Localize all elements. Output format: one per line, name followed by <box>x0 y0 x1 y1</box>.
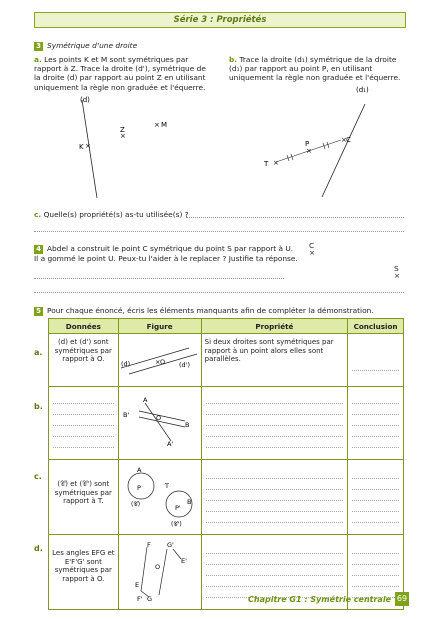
label-p: P <box>305 140 310 148</box>
figure-3a <box>34 90 214 205</box>
exercise-3a-text <box>34 55 214 92</box>
label-a: A <box>142 396 148 404</box>
cell-conclusion <box>348 387 404 460</box>
header-conclusion: Conclusion <box>348 319 404 334</box>
exercise-3b-text <box>229 55 405 83</box>
exercise-4-text <box>34 244 334 263</box>
label-b: B <box>186 498 192 506</box>
figure-c <box>119 460 201 530</box>
answer-line[interactable] <box>53 426 114 437</box>
answer-line[interactable] <box>34 292 404 293</box>
answer-line[interactable] <box>206 501 343 512</box>
table-header-row <box>49 319 404 334</box>
exercise-3b-label: b. <box>229 55 238 64</box>
donnees-text: Les angles EFG et E'F'G' sont symétriques par rapport à O. <box>52 549 115 583</box>
answer-line[interactable] <box>206 490 343 501</box>
point-c <box>309 242 315 256</box>
point-z-mark: × <box>120 132 126 140</box>
line-d1 <box>322 104 365 197</box>
label-pp: P' <box>174 504 181 512</box>
label-d: (d) <box>120 360 130 368</box>
series-header: Série 3 : Propriétés <box>34 12 406 28</box>
cell-figure <box>118 387 201 460</box>
figure-b <box>119 387 201 455</box>
header-donnees: Données <box>49 319 119 334</box>
exercise-4-line1: Abdel a construit le point C symétrique du point S par rapport à U. <box>47 244 294 253</box>
point-o-mark: × <box>154 358 161 366</box>
answer-line[interactable] <box>206 426 343 437</box>
label-cp: (𝒞') <box>170 521 182 528</box>
answer-line[interactable] <box>206 393 343 404</box>
exercise-3-number: 3 <box>34 42 43 51</box>
label-bp: B' <box>122 411 129 419</box>
donnees-text: (d) et (d') sont symétriques par rapport à O. <box>54 338 112 364</box>
exercise-4-number: 4 <box>34 245 43 254</box>
answer-line[interactable] <box>206 404 343 415</box>
label-e: E <box>134 581 139 589</box>
label-p: P <box>136 484 141 492</box>
label-a: A <box>136 466 142 474</box>
answer-line[interactable] <box>352 404 399 415</box>
exercise-3c-label: c. <box>34 210 42 219</box>
row-b-label: b. <box>34 402 43 411</box>
point-m-mark: × <box>154 121 160 129</box>
cell-conclusion <box>348 334 404 387</box>
answer-line[interactable] <box>206 543 343 554</box>
answer-line[interactable] <box>206 479 343 490</box>
cell-figure <box>118 334 201 387</box>
exercise-3-title: Symétrique d’une droite <box>47 41 138 50</box>
label-dp: (d') <box>178 361 190 369</box>
header-figure: Figure <box>118 319 201 334</box>
answer-line[interactable] <box>352 360 399 371</box>
exercise-5-heading <box>34 306 374 316</box>
answer-line[interactable] <box>352 554 399 565</box>
answer-line[interactable] <box>352 576 399 587</box>
answer-line[interactable] <box>206 576 343 587</box>
cell-propriete <box>201 387 347 460</box>
point-s-mark: × <box>394 271 401 280</box>
cell-donnees <box>49 460 119 535</box>
answer-line[interactable] <box>34 278 284 279</box>
figure-d <box>119 535 201 605</box>
table-row <box>49 460 404 535</box>
label-ap: A' <box>166 440 173 448</box>
row-a-label: a. <box>34 348 43 357</box>
answer-line[interactable] <box>352 501 399 512</box>
exercise-3c-question: Quelle(s) propriété(s) as-tu utilisée(s) ? <box>43 210 189 219</box>
exercise-3c-text <box>34 210 189 219</box>
cell-figure <box>118 535 201 610</box>
cell-propriete <box>201 460 347 535</box>
cell-donnees <box>49 535 119 610</box>
answer-line[interactable] <box>53 404 114 415</box>
exercise-3b-statement: Trace la droite (d₁) symétrique de la droite (d₁) par rapport au point P, en utilisant uniquement la règle non graduée et l'équerre. <box>229 55 401 83</box>
label-c: (𝒞) <box>130 501 140 508</box>
demonstration-table <box>48 318 404 610</box>
answer-line[interactable] <box>352 393 399 404</box>
exercise-3a-statement: Les points K et M sont symétriques par rapport à Z. Trace la droite (d'), symétrique de la droite (d) par rapport au point Z en utilisant uniquement la règle non graduée et l'équerre. <box>34 55 206 92</box>
cell-conclusion <box>348 460 404 535</box>
answer-line[interactable] <box>53 415 114 426</box>
answer-line[interactable] <box>352 512 399 523</box>
answer-line[interactable] <box>186 217 404 218</box>
label-b: B <box>184 421 190 429</box>
table-row <box>49 334 404 387</box>
page-number: 69 <box>395 592 409 606</box>
answer-line[interactable] <box>206 437 343 448</box>
answer-line[interactable] <box>206 415 343 426</box>
figure-3b <box>229 80 405 205</box>
answer-line[interactable] <box>53 393 114 404</box>
exercise-4-line2: Il a gommé le point U. Peux-tu l'aider à le replacer ? Justifie ta réponse. <box>34 253 298 263</box>
answer-line[interactable] <box>206 554 343 565</box>
answer-line[interactable] <box>53 437 114 448</box>
cell-donnees <box>49 334 119 387</box>
answer-line[interactable] <box>352 426 399 437</box>
label-f: F <box>146 541 151 549</box>
label-m: M <box>161 121 168 129</box>
chapter-footer: Chapitre G1 : Symétrie centrale <box>248 595 391 604</box>
label-d1: (d₁) <box>356 86 369 94</box>
donnees-text: (𝒞) et (𝒞') sont symétriques par rapport à T. <box>54 480 112 506</box>
label-c: C <box>309 241 315 250</box>
label-g: G <box>146 595 152 603</box>
point-t-mark: × <box>273 159 279 167</box>
answer-line[interactable] <box>352 415 399 426</box>
figure-a <box>119 334 201 382</box>
exercise-5-instructions: Pour chaque énoncé, écris les éléments manquants afin de compléter la démonstration. <box>47 306 374 315</box>
label-o: O <box>155 414 161 422</box>
label-z: Z <box>120 126 125 134</box>
answer-line[interactable] <box>352 479 399 490</box>
answer-line[interactable] <box>206 512 343 523</box>
label-o: O <box>159 358 165 366</box>
propriete-text: Si deux droites sont symétriques par rapport à un point alors elles sont parallèles. <box>204 338 334 364</box>
exercise-3a-label: a. <box>34 55 42 64</box>
label-c: C <box>346 136 351 144</box>
exercise-5-number: 5 <box>34 307 43 316</box>
point-k-mark: × <box>85 142 91 150</box>
answer-line[interactable] <box>34 231 404 232</box>
cell-figure <box>118 460 201 535</box>
cell-donnees <box>49 387 119 460</box>
row-d-label: d. <box>34 544 43 553</box>
point-c-mark: × <box>309 248 316 257</box>
answer-line[interactable] <box>206 565 343 576</box>
point-s <box>394 265 400 279</box>
label-ep: E' <box>180 557 187 565</box>
label-gp: G' <box>166 541 174 549</box>
answer-line[interactable] <box>352 437 399 448</box>
label-k: K <box>79 143 84 151</box>
label-o: O <box>154 563 160 571</box>
label-d: (d) <box>80 96 90 104</box>
header-propriete: Propriété <box>201 319 347 334</box>
exercise-3-heading <box>34 41 137 51</box>
row-c-label: c. <box>34 472 42 481</box>
answer-line[interactable] <box>352 565 399 576</box>
answer-line[interactable] <box>352 490 399 501</box>
answer-line[interactable] <box>352 543 399 554</box>
label-s: S <box>394 264 399 273</box>
label-fp: F' <box>136 595 143 603</box>
label-t: T <box>164 482 169 490</box>
answer-line[interactable] <box>352 468 399 479</box>
label-t: T <box>264 160 269 168</box>
table-row <box>49 387 404 460</box>
point-c-mark: × <box>341 136 347 144</box>
answer-line[interactable] <box>206 468 343 479</box>
point-p-mark: × <box>306 147 312 155</box>
cell-propriete <box>201 334 347 387</box>
